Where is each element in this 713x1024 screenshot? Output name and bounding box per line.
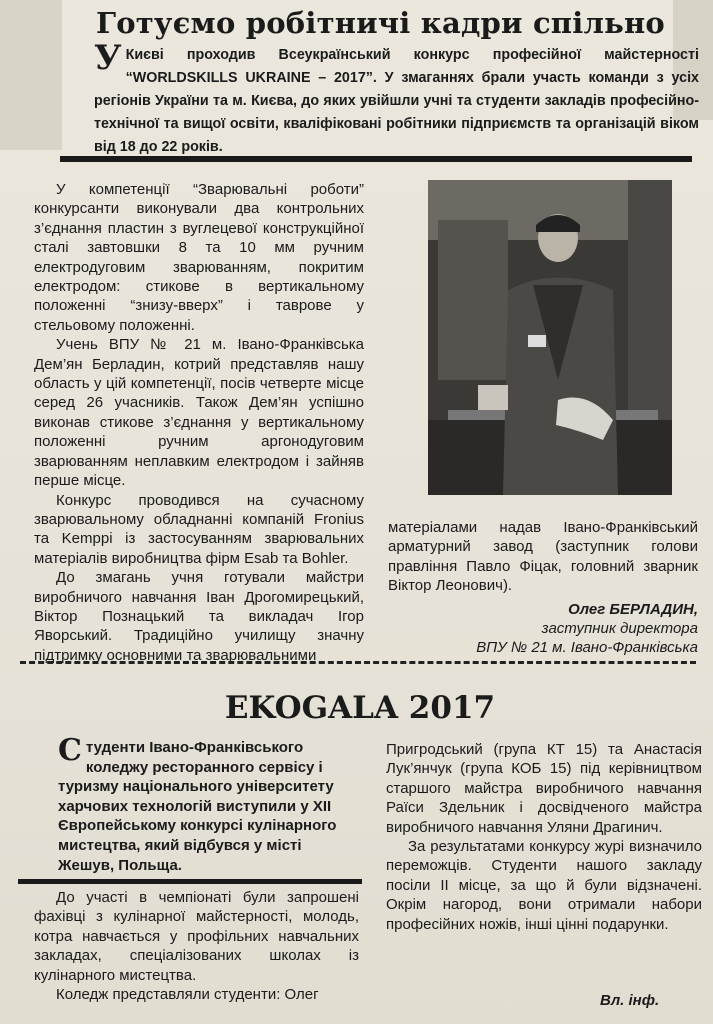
article2-column-right (386, 740, 702, 934)
welder-photo (428, 180, 672, 495)
article1-column-left (34, 180, 364, 665)
article1-signature (388, 600, 698, 657)
article2-signature: Вл. інф. (600, 992, 660, 1009)
welder-photo-image (428, 180, 672, 495)
article2-divider (18, 879, 362, 884)
article2-lead (58, 733, 348, 875)
article2-column-left (34, 888, 359, 1004)
article1-dropcap: У (94, 38, 122, 78)
article1-title: Готуємо робітничі кадри спільно (96, 6, 665, 40)
article-separator (20, 661, 696, 664)
adjacent-column-left (0, 0, 62, 150)
article1-paragraph: До змагань учня готували майстри виробничого навчання Іван Дрогомирецький, Віктор Познацький та викладач Ігор Яворський. Традиційно училищу значну підтримку основними та зварювальними (34, 569, 364, 664)
article1-lead-text: Києві проходив Всеукраїнський конкурс професійної майстерності “WORLDSKILLS UKRAINE – 2017”. У змаганнях брали участь команди з усіх регіонів України та м. Києва, до яких увійшли учні та студенти закладів професійно-технічної та вищої освіти, кваліфіковані робітники підприємств та організацій віком від 18 до 22 років. (94, 47, 699, 155)
article2-dropcap: С (58, 733, 82, 768)
article2-lead-text: туденти Івано-Франківського коледжу ресторанного сервісу і туризму національного університету харчових технологій виступили у ХІІ Європейському конкурсі кулінарного мистецтва, який відбувся у місті Жешув, Польща. (58, 739, 337, 874)
article1-paragraph: Конкурс проводився на сучасному зварювальному обладнанні компаній Fronius та Kemppi із застосуванням зварювальних матеріалів виробництва фірм Esab та Bohler. (34, 491, 364, 567)
author-org: ВПУ № 21 м. Івано-Франківська (476, 639, 698, 656)
article2-paragraph: Коледж представляли студенти: Олег (56, 986, 319, 1004)
article1-paragraph: У компетенції “Зварювальні роботи” конкурсанти виконували два контрольних з’єднання пластин з вуглецевої конструкційної сталі завтовшки 8 та 10 мм ручним електродуговим зварюванням, покритим електродом: стикове в вертикальному положенні “знизу-вверх” і таврове у стельовому положенні. (34, 181, 364, 334)
article1-continuation: матеріалами надав Івано-Франківський арматурний завод (заступник голови правління Павло Фіцак, головний зварник Віктор Леонович). (388, 519, 698, 595)
article2-title: EKOGALA 2017 (224, 690, 496, 726)
article2-paragraph: До участі в чемпіонаті були запрошені фахівці з кулінарної майстерності, молодь, котра навчається у профільних навчальних закладах, спеціалізованих школах із кулінарного мистецтва. (34, 889, 359, 984)
author-role: заступник директора (541, 620, 698, 637)
article2-paragraph: За результатами конкурсу журі визначило переможців. Студенти нашого закладу посіли ІІ місце, за що й були відзначені. Окрім нагород, вони отримали набори професійних ножів, інші цінні подарунки. (386, 838, 702, 933)
article1-lead (94, 38, 699, 159)
article1-paragraph: Учень ВПУ № 21 м. Івано-Франківська Дем’ян Берладин, котрий представляв нашу область у цій компетенції, посів четверте місце серед 26 учасників. Також Дем’ян успішно виконав стикове з’єднання у вертикальному положенні ручним аргонодуговим зварюванням неплавким електродом і зайняв перше місце. (34, 336, 364, 490)
article2-paragraph: Пригродський (група КТ 15) та Анастасія Лук’янчук (група КОБ 15) під керівництвом старшого майстра виробничого навчання Раїси Здельник і досвідченого майстра виробничого навчання Уляни Драгинич. (386, 741, 702, 836)
article1-divider (60, 156, 692, 162)
author-name: Олег БЕРЛАДИН, (568, 601, 698, 618)
article1-column-right (388, 518, 698, 596)
